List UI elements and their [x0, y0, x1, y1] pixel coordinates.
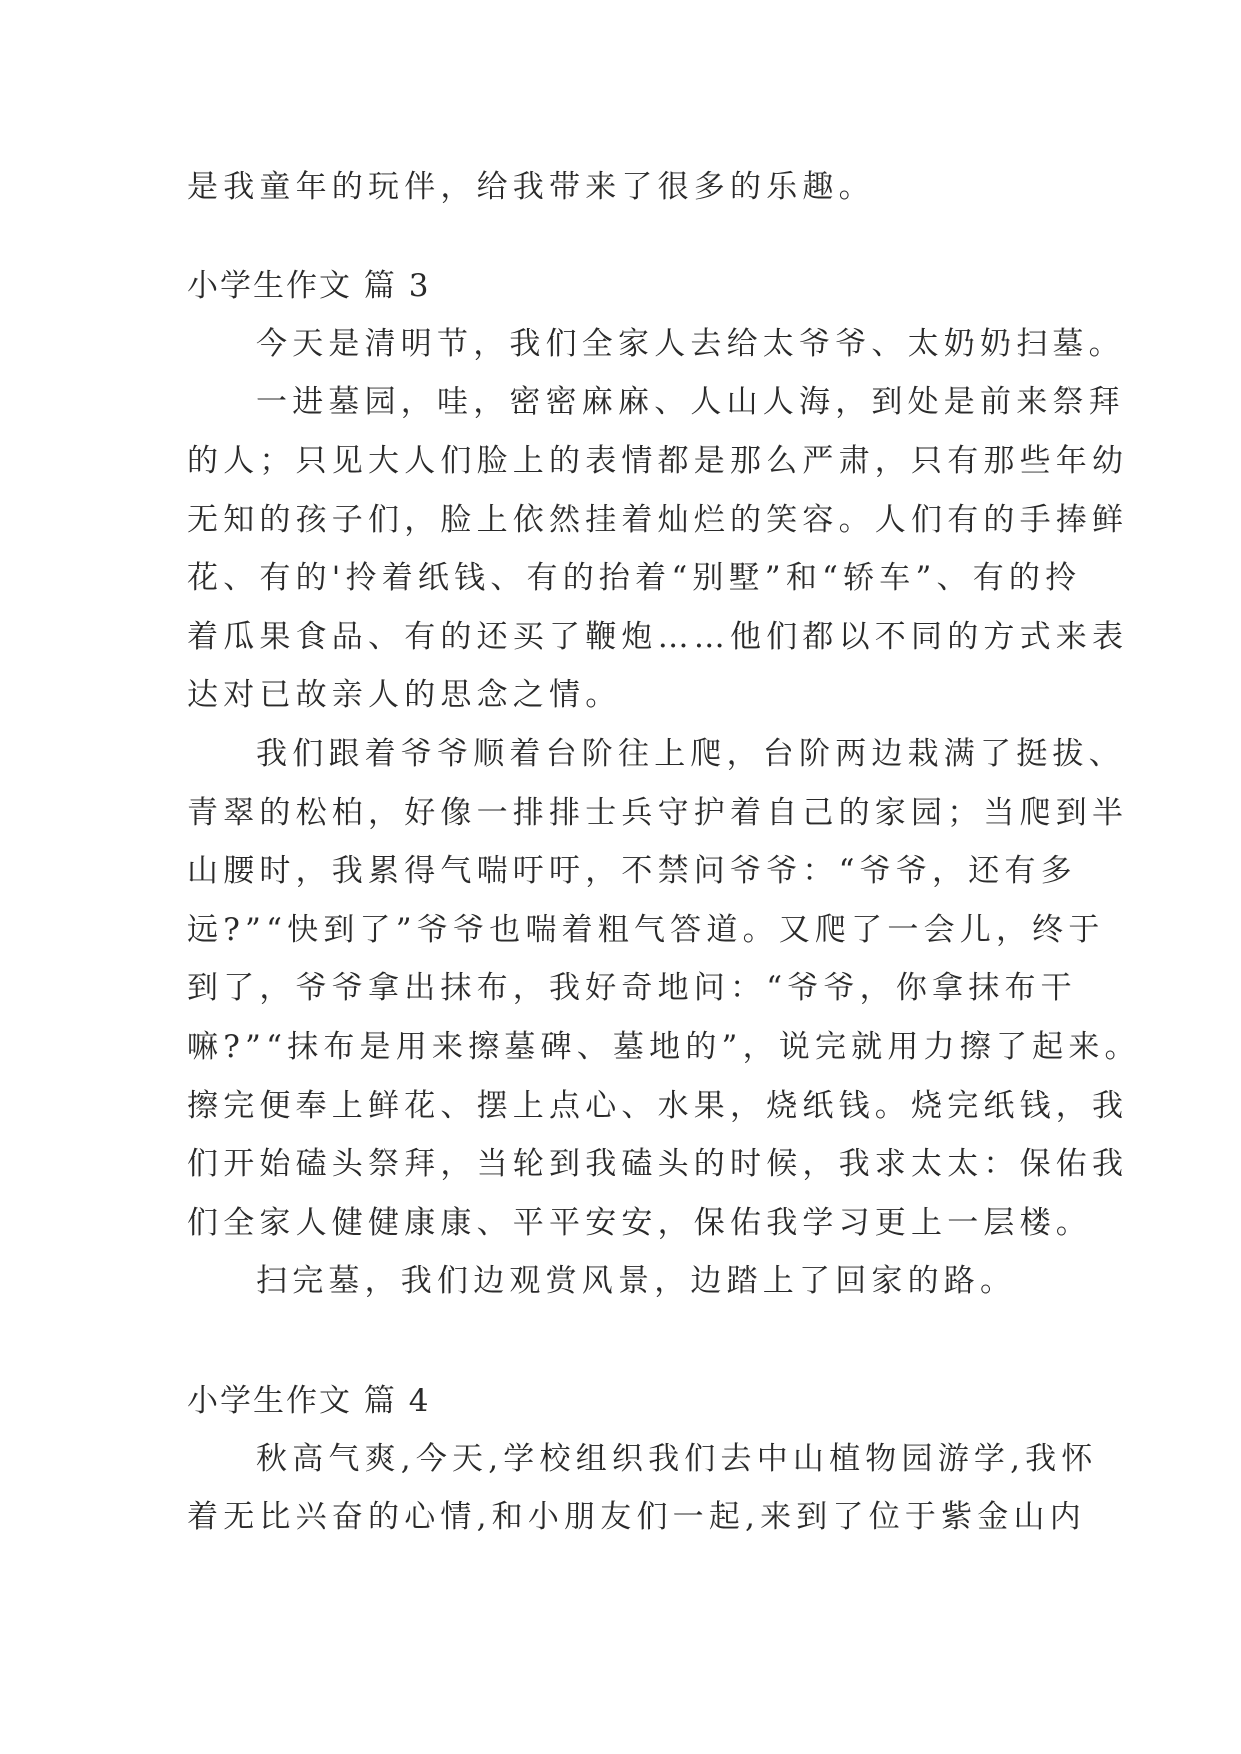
paragraph-line: 我们跟着爷爷顺着台阶往上爬，台阶两边栽满了挺拔、 [256, 736, 1125, 772]
paragraph-line: 无知的孩子们，脸上依然挂着灿烂的笑容。人们有的手捧鲜 [187, 502, 1129, 538]
paragraph-line: 青翠的松柏，好像一排排士兵守护着自己的家园；当爬到半 [187, 795, 1129, 831]
paragraph-line: 远?”“快到了”爷爷也喘着粗气答道。又爬了一会儿，终于 [187, 912, 1105, 948]
paragraph-line: 的人；只见大人们脸上的表情都是那么严肃，只有那些年幼 [187, 443, 1129, 479]
paragraph-line: 一进墓园，哇，密密麻麻、人山人海，到处是前来祭拜 [256, 384, 1125, 420]
paragraph-line: 秋高气爽,今天,学校组织我们去中山植物园游学,我怀 [256, 1441, 1098, 1477]
paragraph-line: 擦完便奉上鲜花、摆上点心、水果，烧纸钱。烧完纸钱，我 [187, 1088, 1129, 1124]
paragraph-line: 达对已故亲人的思念之情。 [187, 677, 622, 713]
paragraph-line: 们开始磕头祭拜，当轮到我磕头的时候，我求太太：保佑我 [187, 1146, 1129, 1182]
paragraph-line: 今天是清明节，我们全家人去给太爷爷、太奶奶扫墓。 [256, 326, 1125, 362]
paragraph-line: 着瓜果食品、有的还买了鞭炮……他们都以不同的方式来表 [187, 619, 1129, 655]
paragraph-line: 到了，爷爷拿出抹布，我好奇地问：“爷爷，你拿抹布干 [187, 970, 1077, 1006]
paragraph-line: 扫完墓，我们边观赏风景，边踏上了回家的路。 [256, 1263, 1017, 1299]
essay3-heading: 小学生作文 篇 3 [187, 268, 431, 304]
paragraph-line: 们全家人健健康康、平平安安，保佑我学习更上一层楼。 [187, 1205, 1092, 1241]
paragraph-line: 山腰时，我累得气喘吁吁，不禁问爷爷：“爷爷，还有多 [187, 853, 1077, 889]
paragraph-line: 嘛?”“抹布是用来擦墓碑、墓地的”，说完就用力擦了起来。 [187, 1029, 1141, 1065]
paragraph-line: 花、有的'拎着纸钱、有的抬着“别墅”和“轿车”、有的拎 [187, 560, 1082, 596]
paragraph-line: 着无比兴奋的心情,和小朋友们一起,来到了位于紫金山内 [187, 1499, 1086, 1535]
essay4-heading: 小学生作文 篇 4 [187, 1383, 431, 1419]
intro-line: 是我童年的玩伴，给我带来了很多的乐趣。 [187, 169, 875, 205]
